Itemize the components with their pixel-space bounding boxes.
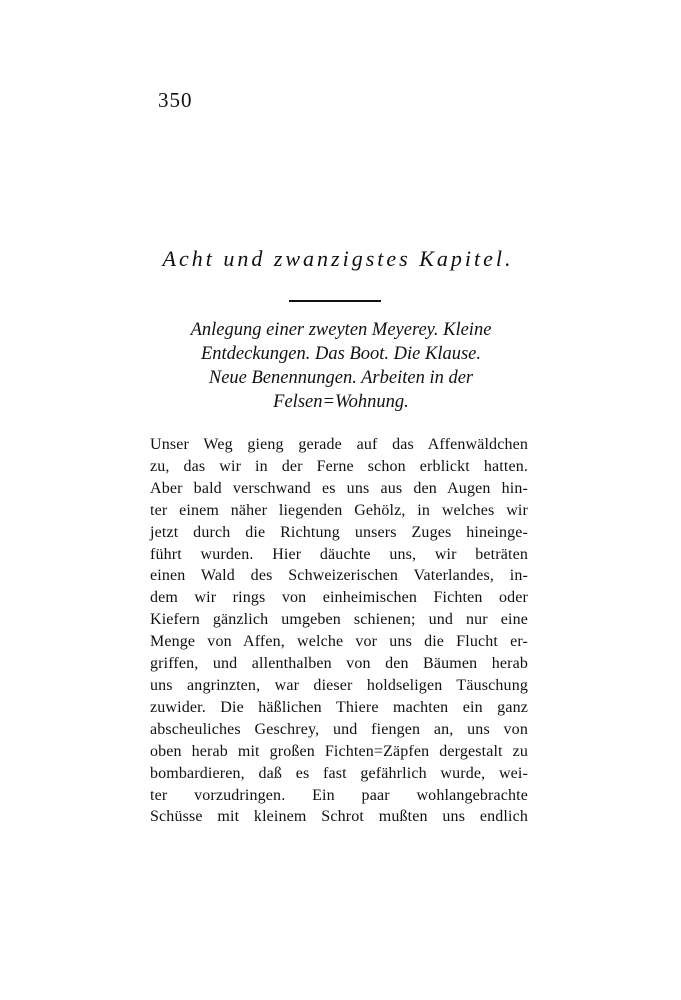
body-line: Menge von Affen, welche vor uns die Flucht er- xyxy=(150,633,528,651)
body-line: uns angrinzten, war dieser holdseligen Täuschung xyxy=(150,676,528,694)
body-line: oben herab mit großen Fichten=Zäpfen dergestalt zu xyxy=(150,742,528,760)
chapter-summary xyxy=(150,318,532,414)
body-line: Schüsse mit kleinem Schrot mußten uns endlich xyxy=(150,808,528,826)
body-line: zuwider. Die häßlichen Thiere machten ein ganz xyxy=(150,698,528,716)
body-line: Kiefern gänzlich umgeben schienen; und nur eine xyxy=(150,611,528,629)
body-line: jetzt durch die Richtung unsers Zuges hineinge- xyxy=(150,523,528,541)
body-line: führt wurden. Hier däuchte uns, wir beträten xyxy=(150,545,528,563)
title-divider xyxy=(289,300,381,302)
summary-line: Felsen=Wohnung. xyxy=(273,392,409,412)
body-line: bombardieren, daß es fast gefährlich wurde, wei- xyxy=(150,764,528,782)
page-number: 350 xyxy=(158,88,193,112)
summary-line: Entdeckungen. Das Boot. Die Klause. xyxy=(200,344,481,364)
body-line: ter vorzudringen. Ein paar wohlangebrachte xyxy=(150,786,528,804)
body-line: einen Wald des Schweizerischen Vaterlandes, in- xyxy=(150,567,528,585)
body-text xyxy=(150,434,528,828)
body-line: Aber bald verschwand es uns aus den Augen hin- xyxy=(150,479,528,497)
summary-line: Neue Benennungen. Arbeiten in der xyxy=(208,368,474,388)
body-line: griffen, und allenthalben von den Bäumen herab xyxy=(150,655,528,673)
summary-line: Anlegung einer zweyten Meyerey. Kleine xyxy=(190,320,492,340)
body-line: Unser Weg gieng gerade auf das Affenwäldchen xyxy=(150,436,528,453)
body-line: ter einem näher liegenden Gehölz, in welches wir xyxy=(150,501,528,519)
chapter-title: Acht und zwanzigstes Kapitel. xyxy=(162,246,514,271)
body-line: abscheuliches Geschrey, und fiengen an, uns von xyxy=(150,720,528,738)
body-line: zu, das wir in der Ferne schon erblickt hatten. xyxy=(150,457,528,475)
body-line: dem wir rings von einheimischen Fichten oder xyxy=(150,589,528,607)
